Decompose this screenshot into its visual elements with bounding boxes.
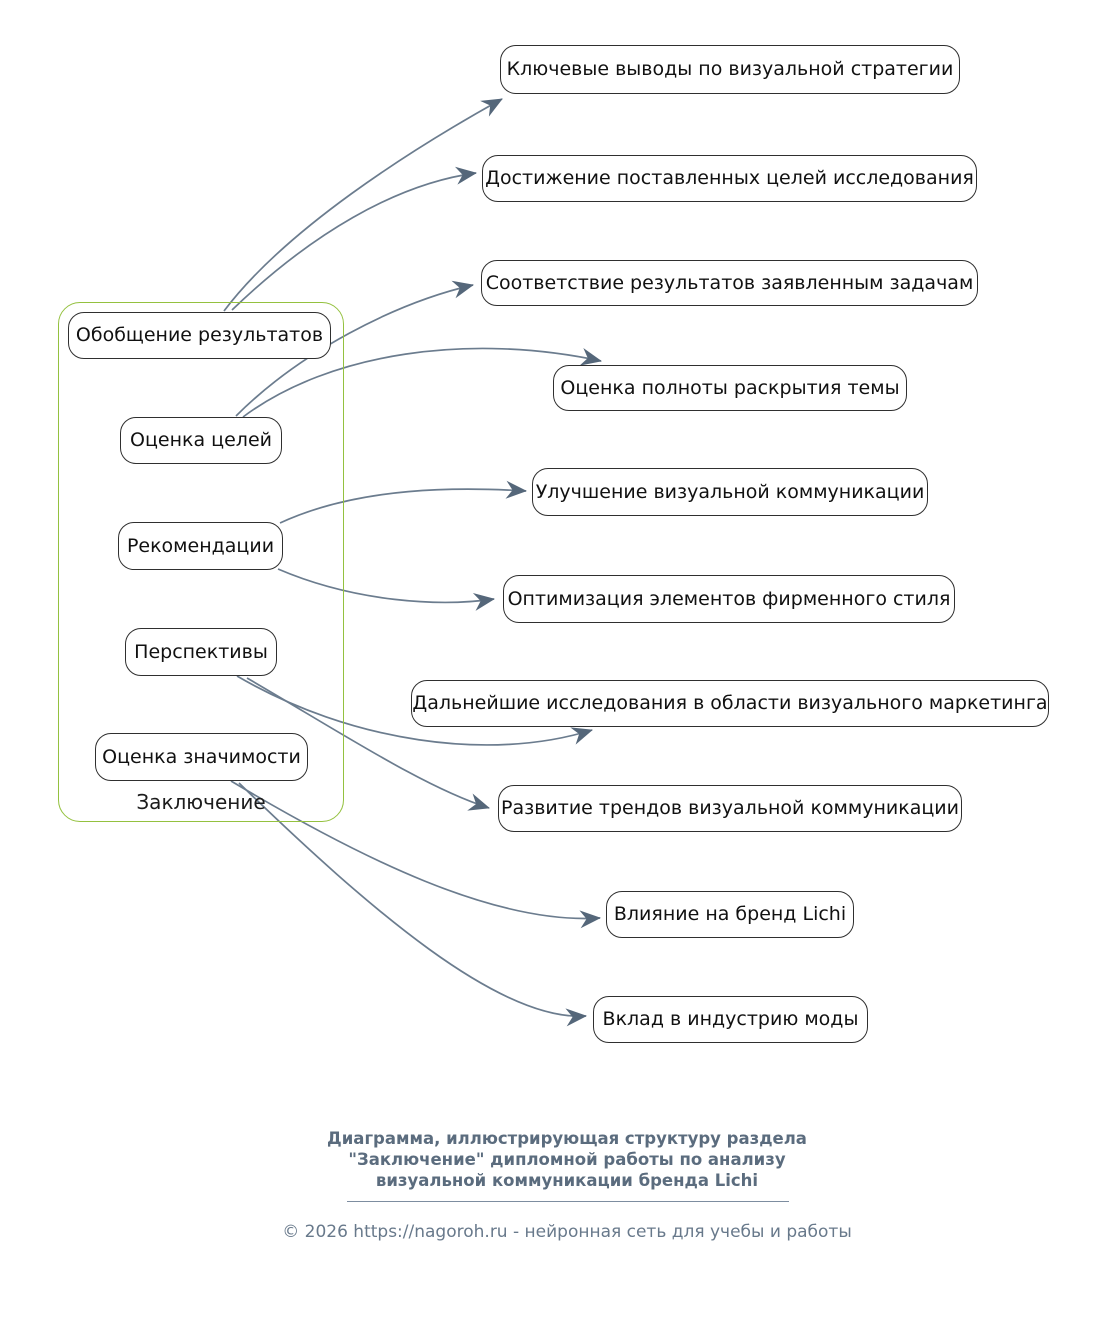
node-topic-coverage: Оценка полноты раскрытия темы xyxy=(553,365,907,411)
footer-divider xyxy=(347,1201,789,1202)
edge-summary-to-goal-achievement xyxy=(232,173,476,310)
caption-line-3: визуальной коммуникации бренда Lichi xyxy=(375,1171,759,1190)
conclusion-group-label: Заключение xyxy=(136,790,266,814)
copyright-text: © 2026 https://nagoroh.ru - нейронная сеть для учебы и работы xyxy=(282,1222,852,1242)
diagram-caption xyxy=(0,1128,1097,1191)
node-lichi-brand-impact: Влияние на бренд Lichi xyxy=(606,891,854,938)
caption-line-2: "Заключение" дипломной работы по анализу xyxy=(348,1150,786,1169)
node-goal-achievement: Достижение поставленных целей исследования xyxy=(482,155,977,202)
caption-line-1: Диаграмма, иллюстрирующая структуру раздела xyxy=(327,1129,807,1148)
node-task-compliance: Соответствие результатов заявленным задачам xyxy=(481,260,978,306)
node-key-conclusions: Ключевые выводы по визуальной стратегии xyxy=(500,45,960,94)
node-goals-evaluation: Оценка целей xyxy=(120,417,282,464)
node-significance-evaluation: Оценка значимости xyxy=(95,733,308,781)
node-further-research: Дальнейшие исследования в области визуального маркетинга xyxy=(411,680,1049,727)
node-brand-style-optimization: Оптимизация элементов фирменного стиля xyxy=(503,575,955,623)
node-prospects: Перспективы xyxy=(125,628,277,676)
node-trends-development: Развитие трендов визуальной коммуникации xyxy=(498,785,962,832)
node-fashion-industry-contribution: Вклад в индустрию моды xyxy=(593,996,868,1043)
node-visual-communication-improvement: Улучшение визуальной коммуникации xyxy=(532,468,928,516)
node-recommendations: Рекомендации xyxy=(118,522,283,570)
node-results-summary: Обобщение результатов xyxy=(68,312,331,359)
